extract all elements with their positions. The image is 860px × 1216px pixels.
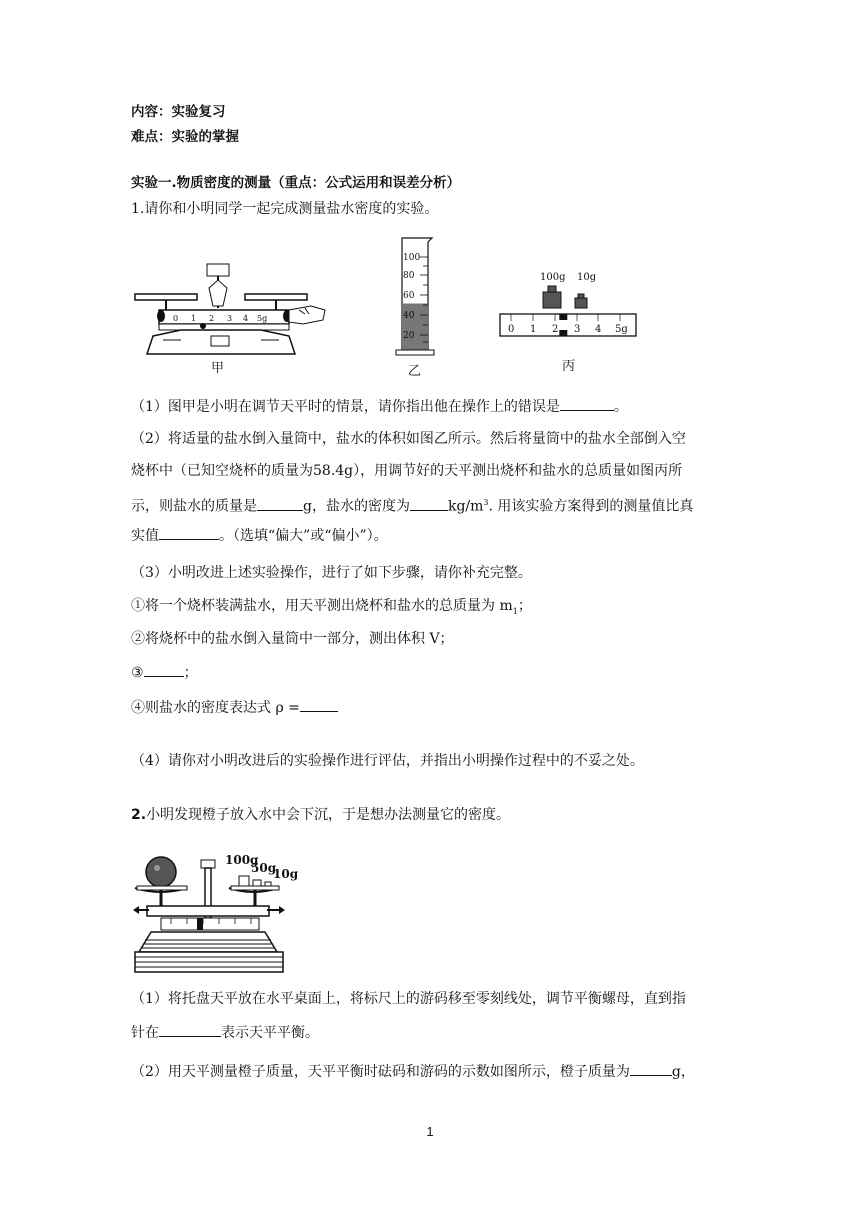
bing-tick-0: 0 xyxy=(508,324,515,335)
q1-part2-line2: 烧杯中（已知空烧杯的质量为58.4g），用调节好的天平测出烧杯和盐水的总质量如图丙所 xyxy=(131,463,683,479)
answer-blank-mass[interactable] xyxy=(257,496,303,511)
step-3: ③ ； xyxy=(131,662,198,683)
q1-part4: （4）请你对小明改进后的实验操作进行评估，并指出小明操作过程中的不妥之处。 xyxy=(131,753,644,769)
bing-tick-1: 1 xyxy=(530,324,537,335)
q1-part2-line4: 实值 。（选填“偏大”或“偏小”）。 xyxy=(131,525,388,546)
yi-caption: 乙 xyxy=(408,364,422,379)
answer-blank-expression[interactable] xyxy=(300,697,338,712)
jia-caption: 甲 xyxy=(211,361,225,376)
answer-blank-density[interactable] xyxy=(410,496,448,511)
figure-jia-balance xyxy=(133,236,333,376)
bing-tick-5: 5g xyxy=(615,324,628,335)
answer-blank-orange-mass[interactable] xyxy=(630,1061,672,1076)
q2-weight-100g: 100g xyxy=(225,853,259,867)
jia-tick-0: 0 xyxy=(173,314,179,323)
jia-tick-5: 5g xyxy=(257,314,268,323)
answer-blank-step3[interactable] xyxy=(144,662,184,677)
cyl-tick-20: 20 xyxy=(403,331,415,341)
jia-tick-2: 2 xyxy=(209,314,215,323)
step-2: ②将烧杯中的盐水倒入量筒中一部分，测出体积 V； xyxy=(131,631,454,647)
q2-weight-10g: 10g xyxy=(273,867,299,881)
q1-part3: （3）小明改进上述实验操作，进行了如下步骤，请你补充完整。 xyxy=(131,565,532,581)
q2-part1-line2: 针在 表示天平平衡。 xyxy=(131,1022,319,1043)
bing-tick-3: 3 xyxy=(574,324,581,335)
q2-intro: 2.小明发现橙子放入水中会下沉，于是想办法测量它的密度。 xyxy=(131,807,511,823)
jia-tick-1: 1 xyxy=(191,314,197,323)
q2-part1-line1: （1）将托盘天平放在水平桌面上，将标尺上的游码移至零刻线处，调节平衡螺母，直到指 xyxy=(131,991,686,1007)
q1-intro: 1.请你和小明同学一起完成测量盐水密度的实验。 xyxy=(131,201,439,217)
jia-tick-3: 3 xyxy=(227,314,233,323)
difficulty-label: 难点：实验的掌握 xyxy=(131,129,239,145)
q1-part2-line3: 示，则盐水的质量是 g，盐水的密度为 $kg/m^3$. 用该实验方案得到的测量值比真 xyxy=(131,493,693,517)
cyl-tick-100: 100 xyxy=(403,253,421,263)
cyl-tick-40: 40 xyxy=(403,311,415,321)
q1-part2-line1: （2）将适量的盐水倒入量筒中，盐水的体积如图乙所示。然后将量筒中的盐水全部倒入空 xyxy=(131,431,686,447)
bing-caption: 丙 xyxy=(562,359,576,374)
cyl-tick-60: 60 xyxy=(403,291,415,301)
content-label: 内容：实验复习 xyxy=(131,104,226,120)
bing-weight-100g: 100g xyxy=(540,272,566,283)
section1-title: 实验一.物质密度的测量（重点：公式运用和误差分析） xyxy=(131,175,461,191)
answer-blank-pointer[interactable] xyxy=(159,1022,221,1037)
answer-blank-bias[interactable] xyxy=(159,525,219,540)
bing-tick-2: 2 xyxy=(552,324,559,335)
step-4: ④则盐水的密度表达式 ρ = xyxy=(131,697,338,718)
bing-weight-10g: 10g xyxy=(577,272,597,283)
figure-orange-balance xyxy=(131,852,309,976)
figure-yi-cylinder xyxy=(388,232,448,380)
q1-part1: （1）图甲是小明在调节天平时的情景，请你指出他在操作上的错误是 。 xyxy=(131,396,628,417)
bing-tick-4: 4 xyxy=(595,324,602,335)
page-number: 1 xyxy=(426,1124,434,1139)
figure-bing-weights xyxy=(498,266,643,380)
step-1: ①将一个烧杯装满盐水，用天平测出烧杯和盐水的总质量为 $m_1$； xyxy=(131,598,532,616)
q2-weight-50g: 50g xyxy=(251,861,277,875)
jia-tick-4: 4 xyxy=(243,314,249,323)
cyl-tick-80: 80 xyxy=(403,271,415,281)
q2-part2: （2）用天平测量橙子质量，天平平衡时砝码和游码的示数如图所示，橙子质量为 g， xyxy=(131,1061,695,1082)
answer-blank-1[interactable] xyxy=(560,396,614,411)
